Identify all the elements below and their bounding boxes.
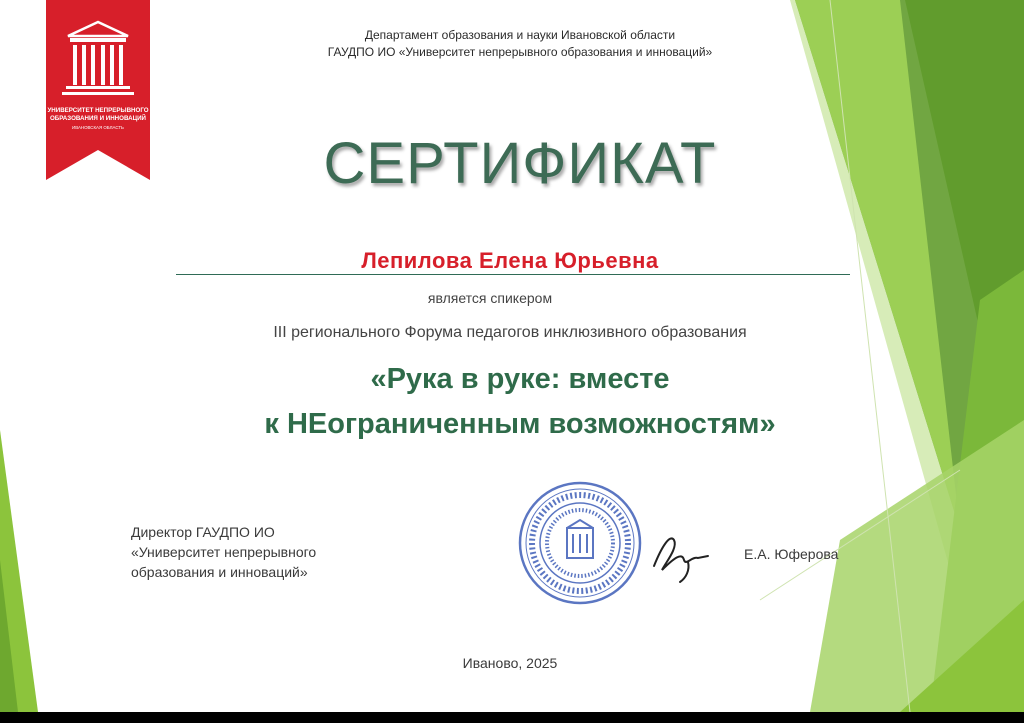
recipient-name: Лепилова Елена Юрьевна [361, 248, 659, 273]
place-and-year: Иваново, 2025 [462, 655, 558, 671]
logo-text-3: ИВАНОВСКАЯ ОБЛАСТЬ [72, 125, 124, 130]
official-stamp [515, 478, 645, 608]
logo-text-1: УНИВЕРСИТЕТ НЕПРЕРЫВНОГО [47, 107, 149, 114]
header-university: ГАУДПО ИО «Университет непрерывного образования и инноваций» [327, 45, 713, 59]
logo-text-2: ОБРАЗОВАНИЯ И ИННОВАЦИЙ [49, 115, 147, 122]
event-name: III регионального Форума педагогов инклюзивного образования [273, 324, 747, 341]
name-underline [176, 274, 850, 275]
certificate-title: СЕРТИФИКАТ [323, 131, 717, 196]
event-theme-line1: «Рука в руке: вместе [370, 363, 670, 395]
university-logo [46, 0, 150, 180]
header-department: Департамент образования и науки Ивановской области [364, 28, 676, 42]
director-position-line2: «Университет непрерывного [131, 544, 317, 560]
director-position-line3: образования и инноваций» [131, 564, 308, 580]
signer-name: Е.А. Юферова [744, 546, 839, 562]
event-theme-line2: к НЕограниченным возможностям» [264, 408, 776, 440]
handwritten-signature [648, 526, 712, 584]
director-position-line1: Директор ГАУДПО ИО [131, 524, 275, 540]
recipient-role: является спикером [427, 290, 553, 306]
